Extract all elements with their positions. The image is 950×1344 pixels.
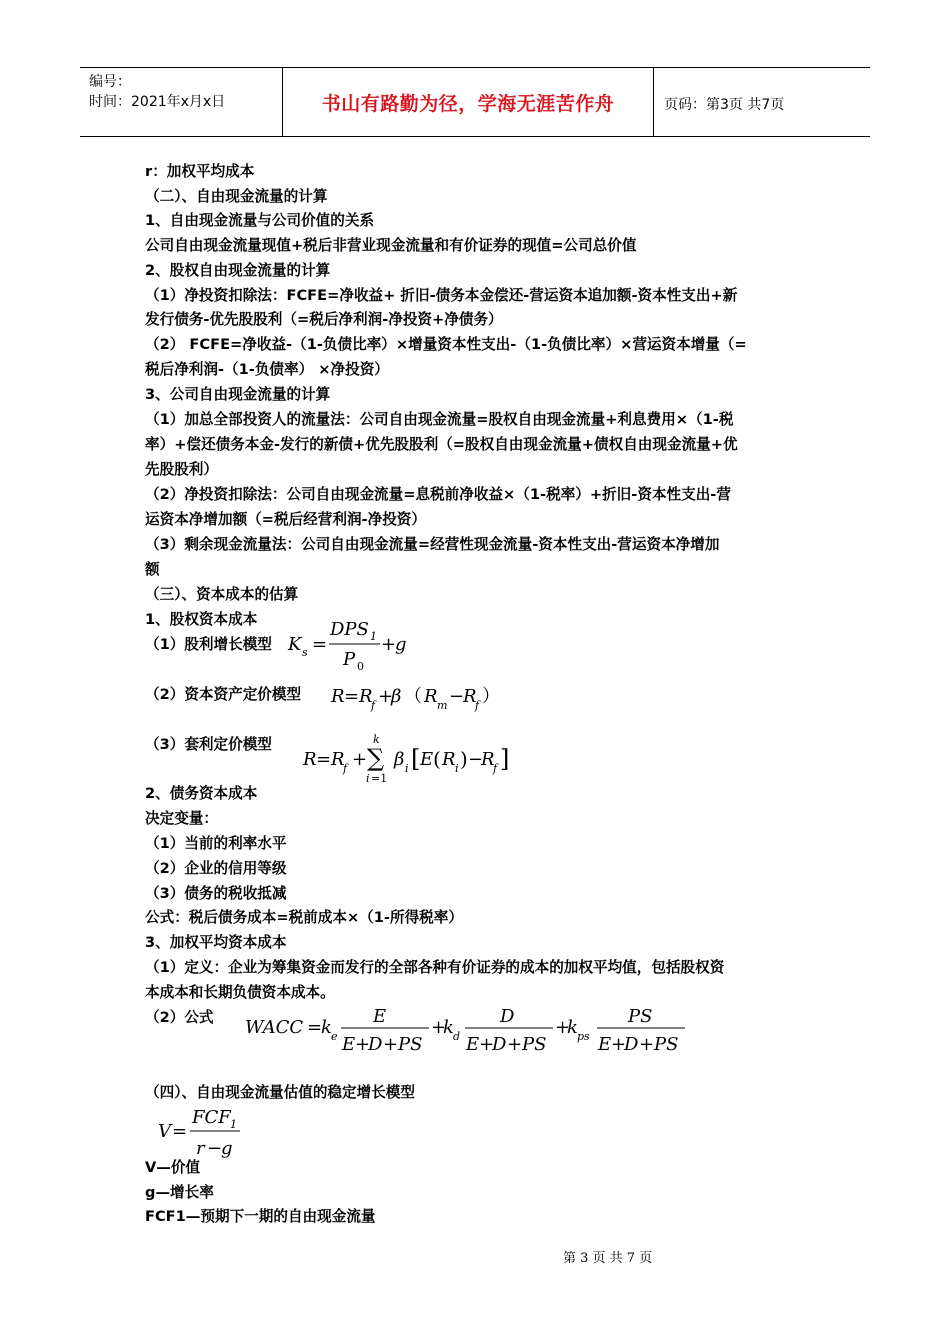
svg-text:E: E (420, 749, 434, 770)
svg-text:k: k (443, 1017, 454, 1038)
svg-text:β: β (391, 686, 402, 707)
svg-text:g: g (395, 634, 407, 655)
svg-text:E: E (598, 1034, 612, 1055)
svg-text:f: f (493, 762, 498, 775)
text-line: （1）定义：企业为筹集资金而发行的全部各种有价证券的成本的加权平均值，包括股权资 (145, 959, 725, 976)
svg-text:+: + (378, 686, 394, 707)
svg-text:=: = (344, 686, 360, 707)
svg-text:R: R (442, 749, 456, 770)
section-heading: （二）、自由现金流量的计算 (145, 188, 328, 205)
capm-formula (328, 678, 503, 718)
subsection-heading: 2、股权自由现金流量的计算 (145, 262, 331, 279)
document-number-label: 编号： (89, 74, 131, 90)
text-line: （3）剩余现金流量法：公司自由现金流量=经营性现金流量-资本性支出-营运资本净增加 (145, 536, 720, 553)
text-line: 发行债务-优先股股利（=税后净利润-净投资+净债务） (145, 311, 503, 328)
svg-text:R: R (463, 686, 477, 707)
svg-text:m: m (437, 699, 448, 712)
svg-text:R: R (303, 749, 317, 770)
svg-text:1: 1 (370, 630, 377, 643)
svg-text:0: 0 (357, 660, 364, 671)
svg-text:K: K (288, 634, 302, 655)
svg-text:E: E (466, 1034, 480, 1055)
svg-text:V: V (158, 1121, 171, 1142)
dividend-growth-formula (285, 615, 415, 671)
footer-page-number: 第 3 页 共 7 页 (563, 1251, 653, 1266)
svg-text:+: + (639, 1034, 655, 1055)
text-line: （3）债务的税收抵减 (145, 885, 287, 902)
svg-text:g: g (221, 1138, 233, 1159)
subsection-heading: 2、债务资本成本 (145, 785, 258, 802)
text-line: 税后净利润-（1-负债率） ×净投资） (145, 361, 389, 378)
text-line: 先股股利） (145, 461, 218, 478)
svg-text:=1: =1 (371, 772, 388, 784)
svg-text:PS: PS (398, 1034, 423, 1055)
section-heading: （三）、资本成本的估算 (145, 586, 299, 603)
subsection-heading: 1、自由现金流量与公司价值的关系 (145, 212, 375, 229)
svg-text:D: D (368, 1034, 383, 1055)
svg-text:=: = (307, 1017, 323, 1038)
svg-text:e: e (331, 1030, 338, 1043)
svg-text:+: + (355, 1034, 371, 1055)
text-line: （1）加总全部投资人的流量法：公司自由现金流量=股权自由现金流量+利息费用×（1-税 (145, 411, 734, 428)
text-line: （2）资本资产定价模型 (145, 686, 302, 703)
svg-text:=: = (312, 634, 328, 655)
svg-text:PS: PS (522, 1034, 547, 1055)
svg-text:1: 1 (230, 1118, 237, 1131)
svg-text:[: [ (411, 745, 421, 773)
svg-text:+: + (479, 1034, 495, 1055)
text-line: 率）+偿还债务本金-发行的新债+优先股股利（=股权自由现金流量+债权自由现金流量+优 (145, 436, 738, 453)
header-right-cell (654, 68, 870, 136)
svg-text:P: P (343, 649, 356, 670)
svg-text:∑: ∑ (367, 744, 385, 772)
svg-text:−: − (468, 749, 484, 770)
text-line: （2）公式 (145, 1009, 214, 1026)
subsection-heading: 1、股权资本成本 (145, 611, 258, 628)
svg-text:+: + (611, 1034, 627, 1055)
svg-text:）: ） (482, 686, 500, 707)
text-line: （1）当前的利率水平 (145, 835, 287, 852)
svg-text:i: i (366, 772, 370, 784)
header-motto: 书山有路勤为径，学海无涯苦作舟 (282, 68, 654, 136)
svg-text:−: − (449, 686, 465, 707)
svg-text:+: + (431, 1017, 447, 1038)
stable-growth-formula (155, 1103, 255, 1159)
svg-text:f: f (343, 762, 348, 775)
svg-text:R: R (331, 686, 345, 707)
text-line: 运资本净增加额（=税后经营利润-净投资） (145, 511, 426, 528)
text-line: 额 (145, 561, 160, 578)
svg-text:D: D (492, 1034, 507, 1055)
text-line: （2） FCFE=净收益-（1-负债比率）×增量资本性支出-（1-负债比率）×营运资本增量（= (145, 336, 747, 353)
svg-text:+: + (555, 1017, 571, 1038)
svg-text:（: （ (404, 686, 422, 707)
svg-text:R: R (331, 749, 345, 770)
svg-text:+: + (507, 1034, 523, 1055)
wacc-formula (243, 1000, 693, 1058)
svg-text:d: d (453, 1030, 461, 1043)
svg-text:PS: PS (654, 1034, 679, 1055)
text-line: （1）净投资扣除法：FCFE=净收益+ 折旧-债务本金偿还-营运资本追加额-资本性支出+新 (145, 287, 738, 304)
text-line: 本成本和长期负债资本成本。 (145, 984, 335, 1001)
svg-text:β: β (394, 749, 405, 770)
text-line: 公式：税后债务成本=税前成本×（1-所得税率） (145, 909, 463, 926)
page-header (80, 67, 870, 137)
svg-text:−: − (207, 1138, 223, 1159)
svg-text:ps: ps (577, 1030, 590, 1043)
svg-text:E: E (373, 1006, 387, 1027)
text-line: r：加权平均成本 (145, 163, 255, 180)
svg-text:+: + (383, 1034, 399, 1055)
svg-text:k: k (373, 733, 380, 746)
svg-text:R: R (481, 749, 495, 770)
svg-text:E: E (342, 1034, 356, 1055)
svg-text:D: D (500, 1006, 515, 1027)
text-line: g—增长率 (145, 1184, 214, 1201)
text-line: （1）股利增长模型 (145, 636, 272, 653)
svg-text:f: f (475, 699, 480, 712)
svg-text:WACC: WACC (245, 1017, 304, 1038)
svg-text:i: i (455, 762, 459, 775)
subsection-heading: 3、公司自由现金流量的计算 (145, 386, 331, 403)
svg-text:(: ( (433, 747, 441, 771)
header-page-label: 页码：第3页 共7页 (664, 97, 785, 113)
svg-text:r: r (196, 1138, 205, 1159)
svg-text:DPS: DPS (330, 619, 369, 640)
text-line: 公司自由现金流量现值+税后非营业现金流量和有价证券的现值=公司总价值 (145, 237, 637, 254)
svg-text:=: = (316, 749, 332, 770)
svg-text:R: R (424, 686, 438, 707)
apt-formula (300, 730, 515, 784)
subsection-heading: 3、加权平均资本成本 (145, 934, 287, 951)
text-line: V—价值 (145, 1159, 201, 1176)
svg-text:+: + (381, 634, 397, 655)
document-time-label: 时间：2021年x月x日 (89, 94, 226, 110)
svg-text:R: R (359, 686, 373, 707)
svg-text:k: k (567, 1017, 578, 1038)
svg-text:D: D (624, 1034, 639, 1055)
svg-text:PS: PS (628, 1006, 653, 1027)
header-left-cell (80, 68, 280, 136)
section-heading: （四）、自由现金流量估值的稳定增长模型 (145, 1084, 415, 1101)
svg-text:): ) (460, 747, 468, 771)
svg-text:i: i (405, 762, 409, 775)
svg-text:]: ] (500, 745, 510, 773)
svg-text:k: k (321, 1017, 332, 1038)
text-line: （3）套利定价模型 (145, 736, 272, 753)
text-line: （2）净投资扣除法：公司自由现金流量=息税前净收益×（1-税率）+折旧-资本性支出-营 (145, 486, 731, 503)
svg-text:f: f (371, 699, 376, 712)
svg-text:s: s (302, 646, 308, 659)
text-line: （2）企业的信用等级 (145, 860, 287, 877)
text-line: FCF1—预期下一期的自由现金流量 (145, 1208, 376, 1225)
svg-text:=: = (172, 1121, 188, 1142)
svg-text:+: + (352, 749, 368, 770)
svg-text:FCF: FCF (192, 1107, 231, 1128)
text-line: 决定变量： (145, 810, 218, 827)
